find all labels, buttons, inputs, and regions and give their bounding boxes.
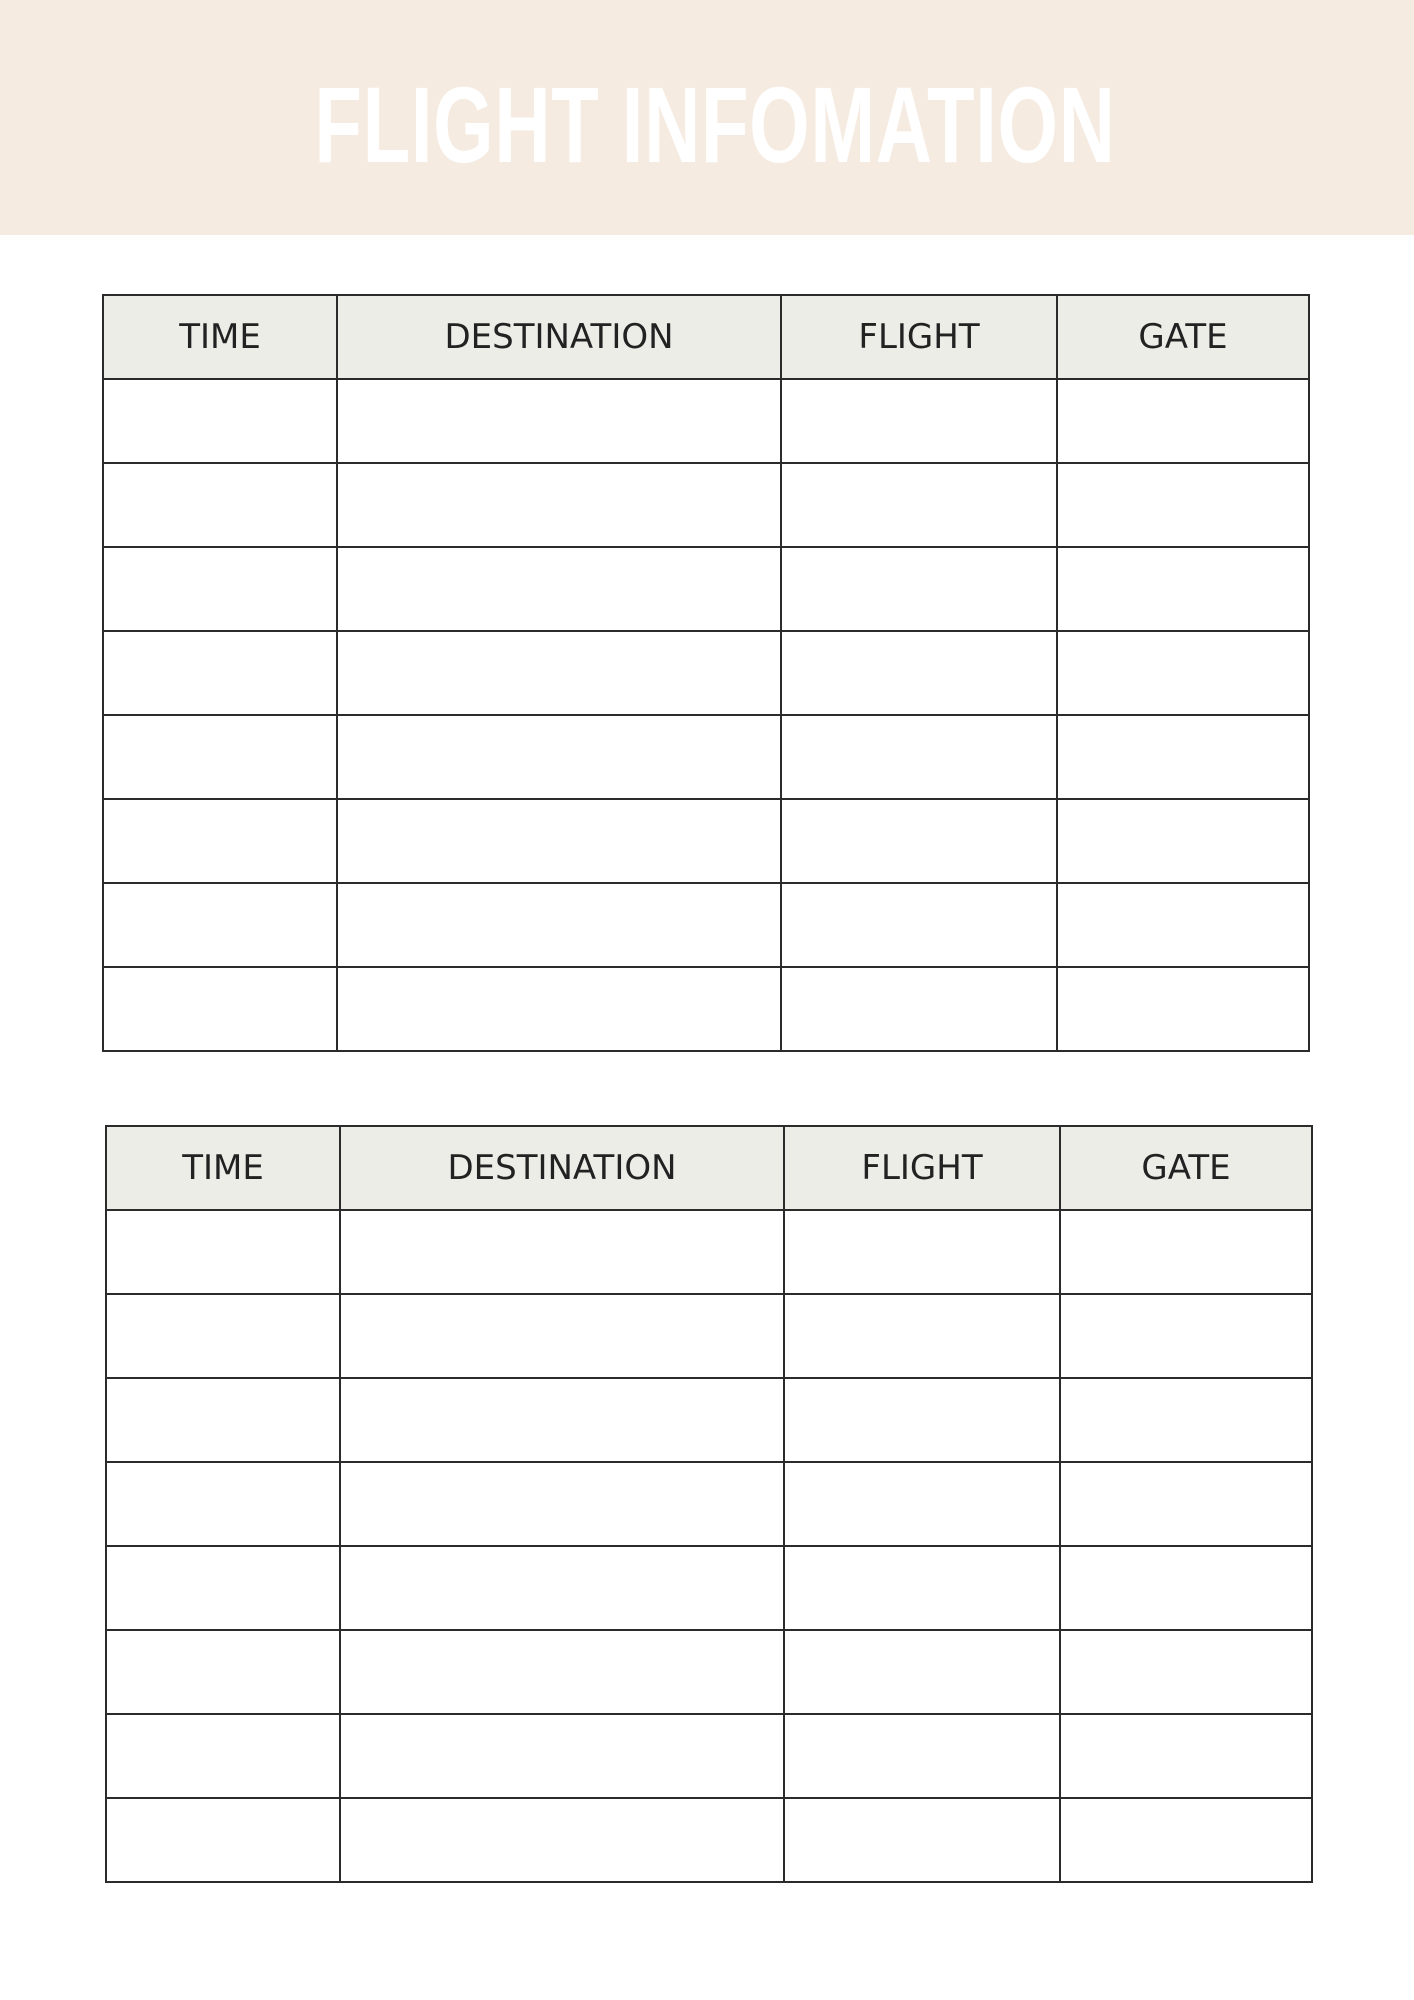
table-row	[103, 547, 1309, 631]
flight-cell[interactable]	[784, 1630, 1060, 1714]
flight-cell[interactable]	[784, 1462, 1060, 1546]
destination-cell[interactable]	[337, 631, 781, 715]
column-header-destination: DESTINATION	[340, 1126, 784, 1210]
gate-cell[interactable]	[1060, 1462, 1312, 1546]
table-row	[106, 1294, 1312, 1378]
gate-cell[interactable]	[1060, 1378, 1312, 1462]
destination-cell[interactable]	[337, 715, 781, 799]
flight-table-1	[102, 294, 1310, 1052]
destination-cell[interactable]	[337, 547, 781, 631]
time-cell[interactable]	[103, 799, 337, 883]
time-cell[interactable]	[106, 1546, 340, 1630]
table-row	[106, 1546, 1312, 1630]
destination-cell[interactable]	[340, 1714, 784, 1798]
time-cell[interactable]	[103, 715, 337, 799]
gate-cell[interactable]	[1057, 715, 1309, 799]
flight-cell[interactable]	[784, 1210, 1060, 1294]
table-row	[103, 799, 1309, 883]
column-header-gate: GATE	[1060, 1126, 1312, 1210]
time-cell[interactable]	[106, 1798, 340, 1882]
flight-table-2	[105, 1125, 1313, 1883]
flight-cell[interactable]	[781, 799, 1057, 883]
flight-cell[interactable]	[781, 379, 1057, 463]
gate-cell[interactable]	[1060, 1798, 1312, 1882]
table-row	[103, 379, 1309, 463]
destination-cell[interactable]	[337, 799, 781, 883]
gate-cell[interactable]	[1060, 1210, 1312, 1294]
destination-cell[interactable]	[340, 1378, 784, 1462]
table-row	[106, 1714, 1312, 1798]
table-row	[106, 1210, 1312, 1294]
gate-cell[interactable]	[1060, 1714, 1312, 1798]
time-cell[interactable]	[106, 1210, 340, 1294]
table-row	[106, 1798, 1312, 1882]
destination-cell[interactable]	[337, 463, 781, 547]
gate-cell[interactable]	[1057, 883, 1309, 967]
gate-cell[interactable]	[1057, 379, 1309, 463]
destination-cell[interactable]	[337, 883, 781, 967]
column-header-time: TIME	[103, 295, 337, 379]
table-row	[103, 715, 1309, 799]
flight-cell[interactable]	[781, 631, 1057, 715]
table-row	[103, 631, 1309, 715]
gate-cell[interactable]	[1060, 1546, 1312, 1630]
destination-cell[interactable]	[340, 1210, 784, 1294]
table-row	[103, 967, 1309, 1051]
table-header-row	[106, 1126, 1312, 1210]
gate-cell[interactable]	[1057, 967, 1309, 1051]
destination-cell[interactable]	[340, 1546, 784, 1630]
column-header-gate: GATE	[1057, 295, 1309, 379]
header-band	[0, 0, 1414, 235]
destination-cell[interactable]	[340, 1294, 784, 1378]
time-cell[interactable]	[103, 547, 337, 631]
time-cell[interactable]	[106, 1462, 340, 1546]
destination-cell[interactable]	[340, 1630, 784, 1714]
time-cell[interactable]	[103, 883, 337, 967]
time-cell[interactable]	[106, 1378, 340, 1462]
gate-cell[interactable]	[1057, 463, 1309, 547]
flight-cell[interactable]	[784, 1798, 1060, 1882]
destination-cell[interactable]	[340, 1798, 784, 1882]
column-header-time: TIME	[106, 1126, 340, 1210]
table-body	[103, 379, 1309, 1051]
flight-cell[interactable]	[784, 1546, 1060, 1630]
flight-cell[interactable]	[781, 463, 1057, 547]
time-cell[interactable]	[103, 463, 337, 547]
time-cell[interactable]	[103, 631, 337, 715]
gate-cell[interactable]	[1060, 1630, 1312, 1714]
gate-cell[interactable]	[1057, 631, 1309, 715]
gate-cell[interactable]	[1057, 799, 1309, 883]
table-row	[106, 1462, 1312, 1546]
gate-cell[interactable]	[1060, 1294, 1312, 1378]
destination-cell[interactable]	[340, 1462, 784, 1546]
page-title: FLIGHT INFOMATION	[314, 64, 1116, 185]
flight-cell[interactable]	[781, 715, 1057, 799]
table-row	[106, 1630, 1312, 1714]
flight-cell[interactable]	[784, 1378, 1060, 1462]
column-header-flight: FLIGHT	[781, 295, 1057, 379]
flight-cell[interactable]	[781, 547, 1057, 631]
time-cell[interactable]	[106, 1630, 340, 1714]
table-row	[103, 883, 1309, 967]
time-cell[interactable]	[103, 379, 337, 463]
flight-cell[interactable]	[781, 883, 1057, 967]
table-row	[106, 1378, 1312, 1462]
time-cell[interactable]	[103, 967, 337, 1051]
flight-cell[interactable]	[781, 967, 1057, 1051]
destination-cell[interactable]	[337, 967, 781, 1051]
column-header-flight: FLIGHT	[784, 1126, 1060, 1210]
time-cell[interactable]	[106, 1714, 340, 1798]
flight-cell[interactable]	[784, 1294, 1060, 1378]
table-header-row	[103, 295, 1309, 379]
destination-cell[interactable]	[337, 379, 781, 463]
column-header-destination: DESTINATION	[337, 295, 781, 379]
table-body	[106, 1210, 1312, 1882]
flight-cell[interactable]	[784, 1714, 1060, 1798]
time-cell[interactable]	[106, 1294, 340, 1378]
table-row	[103, 463, 1309, 547]
gate-cell[interactable]	[1057, 547, 1309, 631]
